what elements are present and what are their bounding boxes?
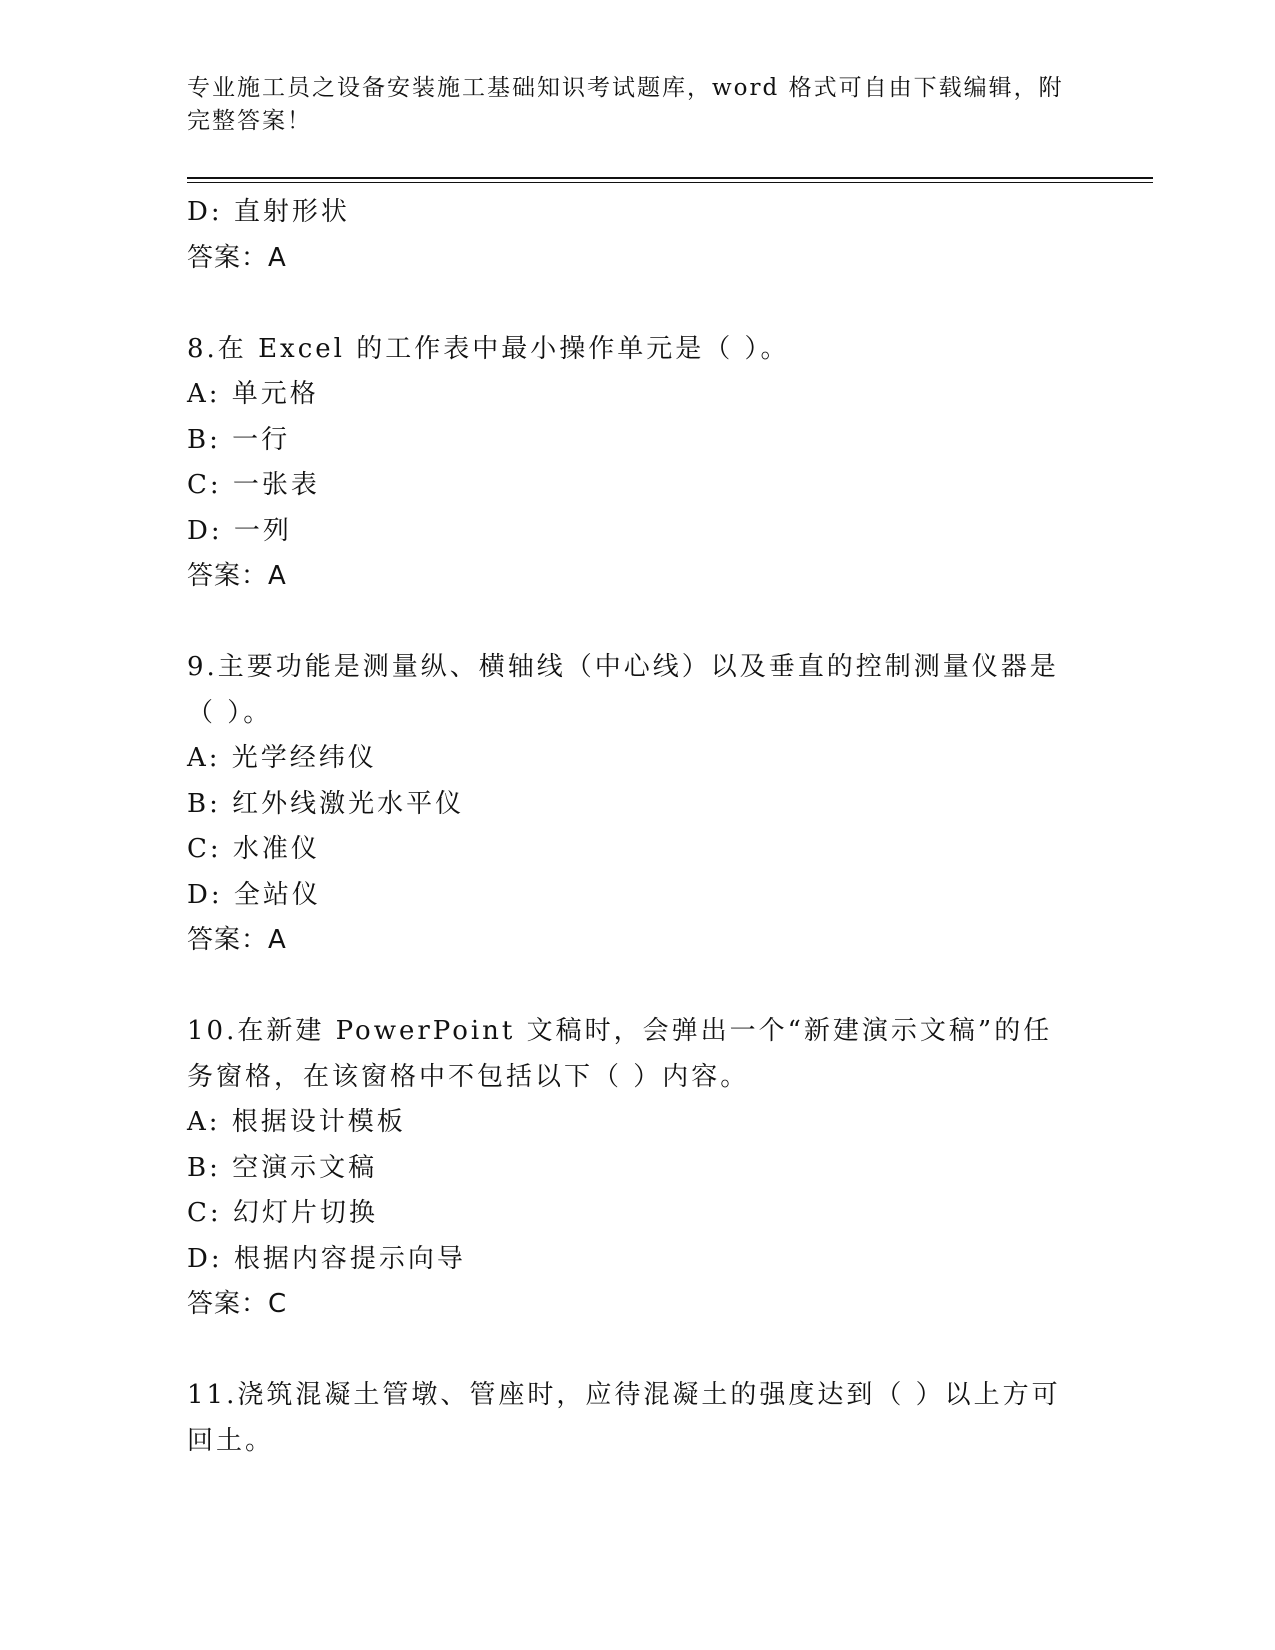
answer-line: 答案：C (187, 1289, 288, 1319)
option-b: B: 一行 (187, 424, 291, 455)
option-c: C: 幻灯片切换 (187, 1198, 378, 1228)
option-d: D: 直射形状 (187, 197, 350, 227)
answer-line: 答案：A (187, 242, 287, 273)
answer-line: 答案：A (187, 925, 287, 955)
option-d: D: 全站仪 (187, 879, 321, 910)
option-a: A: 根据设计模板 (187, 1107, 406, 1137)
option-a: A: 光学经纬仪 (187, 743, 377, 773)
question-text: 8.在 Excel 的工作表中最小操作单元是（ ）。 (187, 333, 790, 364)
option-c: C: 一张表 (187, 470, 320, 500)
option-c: C: 水准仪 (187, 834, 320, 864)
document-header: 专业施工员之设备安装施工基础知识考试题库，word 格式可自由下载编辑，附完整答案！ (187, 75, 1064, 134)
question-text: 11.浇筑混凝土管墩、管座时，应待混凝土的强度达到（ ）以上方可回土。 (187, 1380, 1061, 1456)
option-a: A: 单元格 (187, 379, 319, 409)
header-rule-thick (187, 177, 1153, 179)
document-body (187, 190, 1087, 1464)
question-block-9 (187, 645, 1087, 964)
option-b: B: 红外线激光水平仪 (187, 788, 465, 819)
question-block-11 (187, 1373, 1087, 1464)
option-d: D: 根据内容提示向导 (187, 1243, 466, 1274)
question-block-8 (187, 327, 1087, 600)
question-block-10 (187, 1009, 1087, 1328)
question-text: 9.主要功能是测量纵、横轴线（中心线）以及垂直的控制测量仪器是（ ）。 (187, 652, 1059, 728)
answer-line: 答案：A (187, 561, 287, 591)
option-d: D: 一列 (187, 515, 292, 546)
header-rule-thin (187, 182, 1153, 183)
option-b: B: 空演示文稿 (187, 1152, 378, 1183)
question-text: 10.在新建 PowerPoint 文稿时，会弹出一个“新建演示文稿”的任务窗格，在该窗格中不包括以下（ ）内容。 (187, 1016, 1053, 1092)
